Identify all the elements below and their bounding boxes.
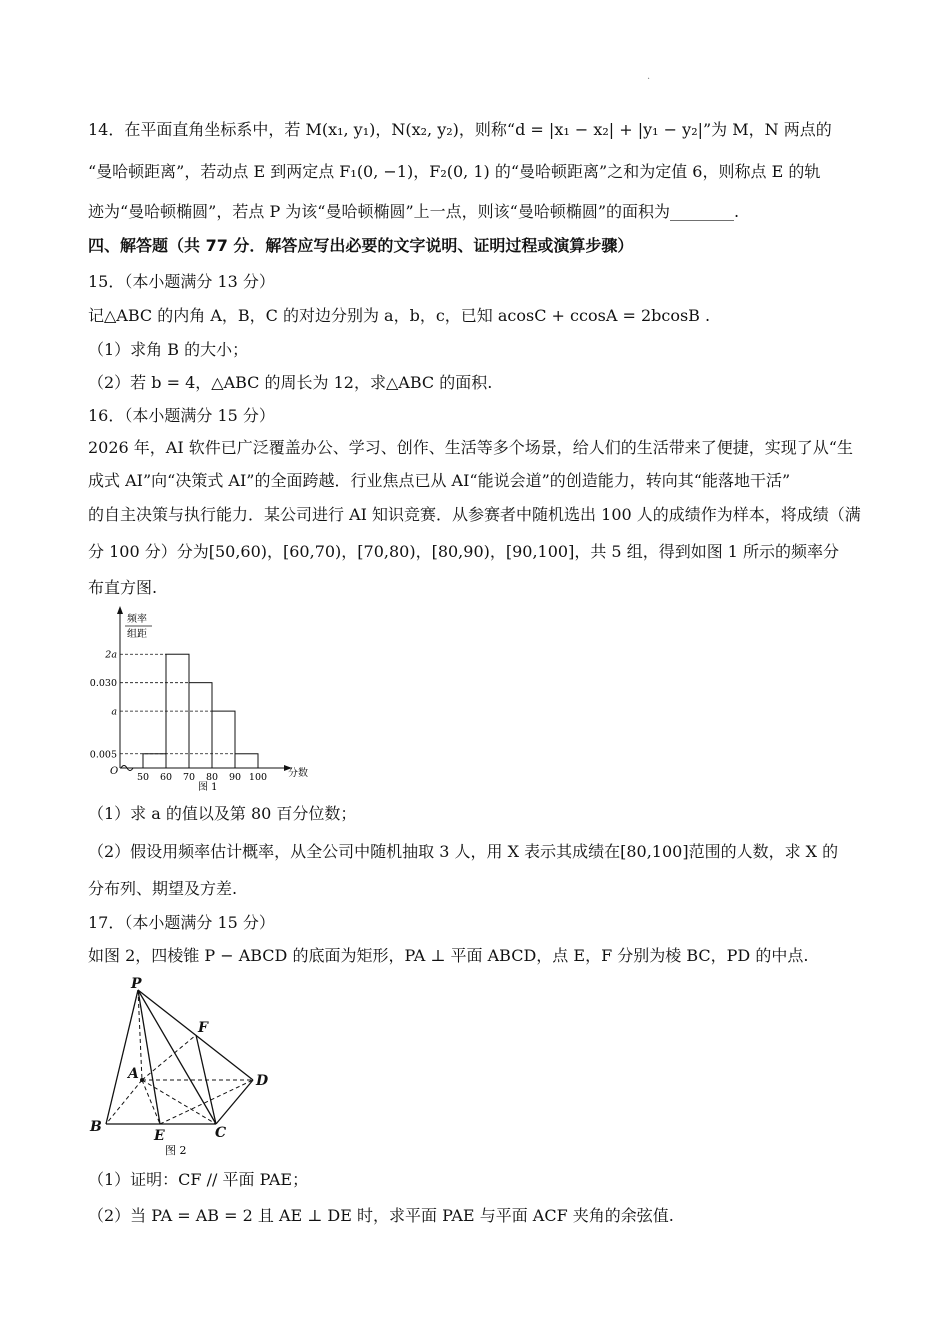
q16-para-1: 2026 年，AI 软件已广泛覆盖办公、学习、创作、生活等多个场景，给人们的生活带来了便捷，实现了从“生 [88,438,853,457]
pyramid-figure [88,974,278,1159]
q17-stem: 如图 2，四棱锥 P − ABCD 的底面为矩形，PA ⊥ 平面 ABCD，点 E，F 分别为棱 BC，PD 的中点. [88,946,809,965]
q16-para-5: 布直方图. [88,578,158,597]
histogram-bar [143,754,166,768]
frequency-histogram [88,604,318,794]
label-p: P [131,976,142,992]
histogram-bar [235,754,258,768]
q16-para-2: 成式 AI”向“决策式 AI”的全面跨越．行业焦点已从 AI“能说会道”的创造能力，转向其“能落地干活” [88,471,791,490]
label-e: E [154,1128,165,1144]
q15-part-1: （1）求角 B 的大小； [88,340,249,359]
q17-part-1: （1）证明：CF // 平面 PAE； [88,1170,309,1189]
origin-label: O [110,766,119,777]
y-tick-label: a [111,706,117,718]
q16-header: 16．（本小题满分 15 分） [88,406,275,425]
x-tick-label: 50 [136,772,150,783]
x-tick-label: 90 [228,772,242,783]
label-b: B [90,1119,102,1135]
x-tick-label: 100 [248,772,268,783]
q14-line-1: 14．在平面直角坐标系中，若 M(x₁, y₁)，N(x₂, y₂)，则称“d = |x₁ − x₂| + |y₁ − y₂|”为 M，N 两点的 [88,120,832,139]
q15-stem: 记△ABC 的内角 A，B，C 的对边分别为 a，b，c，已知 acosC + ccosA = 2bcosB . [88,306,711,325]
figure-2-caption: 图 2 [165,1144,187,1157]
section-four-heading: 四、解答题（共 77 分．解答应写出必要的文字说明、证明过程或演算步骤） [88,236,634,255]
label-d: D [256,1073,269,1089]
x-tick-label: 70 [182,772,196,783]
q16-part-2b: 分布列、期望及方差. [88,879,238,898]
q16-part-2a: （2）假设用频率估计概率，从全公司中随机抽取 3 人，用 X 表示其成绩在[80,100]范围的人数，求 X 的 [88,842,839,861]
point-a-dot [140,1078,144,1082]
q15-header: 15．（本小题满分 13 分） [88,272,275,291]
q17-header: 17．（本小题满分 15 分） [88,913,275,932]
histogram-bar [189,683,212,768]
q16-para-3: 的自主决策与执行能力．某公司进行 AI 知识竞赛．从参赛者中随机选出 100 人的成绩作为样本，将成绩（满 [88,505,861,524]
figure-1-caption: 图 1 [198,782,218,793]
y-label-top: 频率 [127,614,147,625]
y-tick-label: 2a [105,649,117,661]
pyramid-solid-edges [106,990,253,1124]
y-tick-label: 0.030 [89,678,117,690]
x-axis-label: 分数 [288,768,308,779]
y-tick-label: 0.005 [89,749,117,761]
q14-line-2: “曼哈顿距离”，若动点 E 到两定点 F₁(0, −1)，F₂(0, 1) 的“曼哈顿距离”之和为定值 6，则称点 E 的轨 [88,162,821,181]
histogram-bar [212,711,235,768]
label-c: C [215,1125,227,1141]
q16-part-1: （1）求 a 的值以及第 80 百分位数； [88,804,357,823]
q16-para-4: 分 100 分）分为[50,60)，[60,70)，[70,80)，[80,90)，[90,100]，共 5 组，得到如图 1 所示的频率分 [88,542,840,561]
corner-mark: · [647,74,651,85]
pyramid-hidden-edges [106,990,253,1124]
q15-part-2: （2）若 b = 4，△ABC 的周长为 12，求△ABC 的面积. [88,373,493,392]
q17-part-2: （2）当 PA = AB = 2 且 AE ⊥ DE 时，求平面 PAE 与平面 ACF 夹角的余弦值. [88,1206,674,1225]
x-tick-label: 80 [205,772,219,783]
label-f: F [198,1020,208,1036]
q14-line-3: 迹为“曼哈顿椭圆”，若点 P 为该“曼哈顿椭圆”上一点，则该“曼哈顿椭圆”的面积为________. [88,202,740,221]
label-a: A [128,1066,139,1082]
x-tick-label: 60 [159,772,173,783]
y-label-bottom: 组距 [127,629,147,640]
